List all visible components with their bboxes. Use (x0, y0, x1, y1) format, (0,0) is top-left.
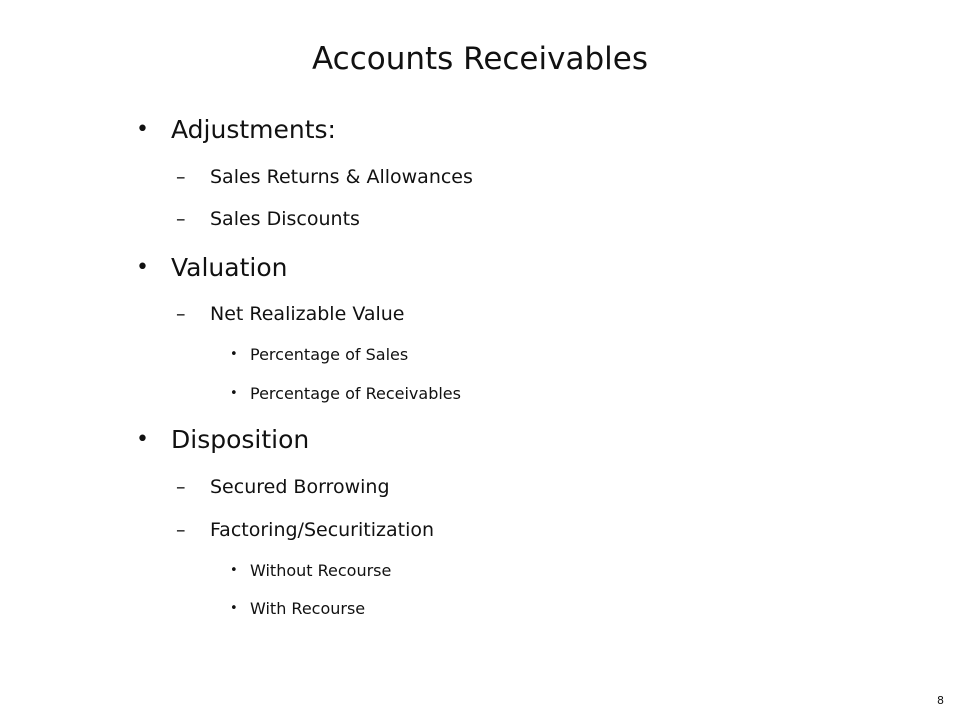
subsubbullet-percentage-of-sales (230, 344, 408, 366)
bullet-adjustments (136, 114, 336, 146)
subbullet-net-realizable-value (176, 301, 405, 327)
subsubbullet-label: Without Recourse (250, 561, 392, 580)
subsubbullet-without-recourse (230, 560, 391, 582)
dash-icon: – (176, 166, 186, 188)
subbullet-factoring-securitization (176, 517, 434, 543)
slide-title: Accounts Receivables (312, 41, 648, 77)
section-heading: Disposition (171, 425, 310, 454)
subbullet-label: Sales Returns & Allowances (210, 166, 473, 188)
subsubbullet-with-recourse (230, 598, 365, 620)
subbullet-label: Net Realizable Value (210, 303, 405, 325)
dash-icon: – (176, 208, 186, 230)
small-bullet-icon: • (230, 347, 238, 362)
subbullet-label: Sales Discounts (210, 208, 360, 230)
subbullet-label: Secured Borrowing (210, 476, 390, 498)
bullet-icon: • (136, 427, 149, 452)
bullet-icon: • (136, 117, 149, 142)
subbullet-secured-borrowing (176, 474, 390, 500)
page-number: 8 (937, 694, 944, 707)
small-bullet-icon: • (230, 563, 238, 578)
subbullet-sales-returns (176, 164, 473, 190)
dash-icon: – (176, 519, 186, 541)
small-bullet-icon: • (230, 386, 238, 401)
subbullet-label: Factoring/Securitization (210, 519, 435, 541)
subsubbullet-percentage-of-receivables (230, 383, 461, 405)
section-heading: Valuation (171, 253, 288, 282)
dash-icon: – (176, 476, 186, 498)
subsubbullet-label: Percentage of Receivables (250, 384, 461, 403)
small-bullet-icon: • (230, 601, 238, 616)
bullet-icon: • (136, 255, 149, 280)
bullet-valuation (136, 252, 287, 284)
bullet-disposition (136, 424, 309, 456)
subsubbullet-label: Percentage of Sales (250, 345, 409, 364)
dash-icon: – (176, 303, 186, 325)
section-heading: Adjustments: (171, 115, 336, 144)
subsubbullet-label: With Recourse (250, 599, 366, 618)
subbullet-sales-discounts (176, 206, 360, 232)
